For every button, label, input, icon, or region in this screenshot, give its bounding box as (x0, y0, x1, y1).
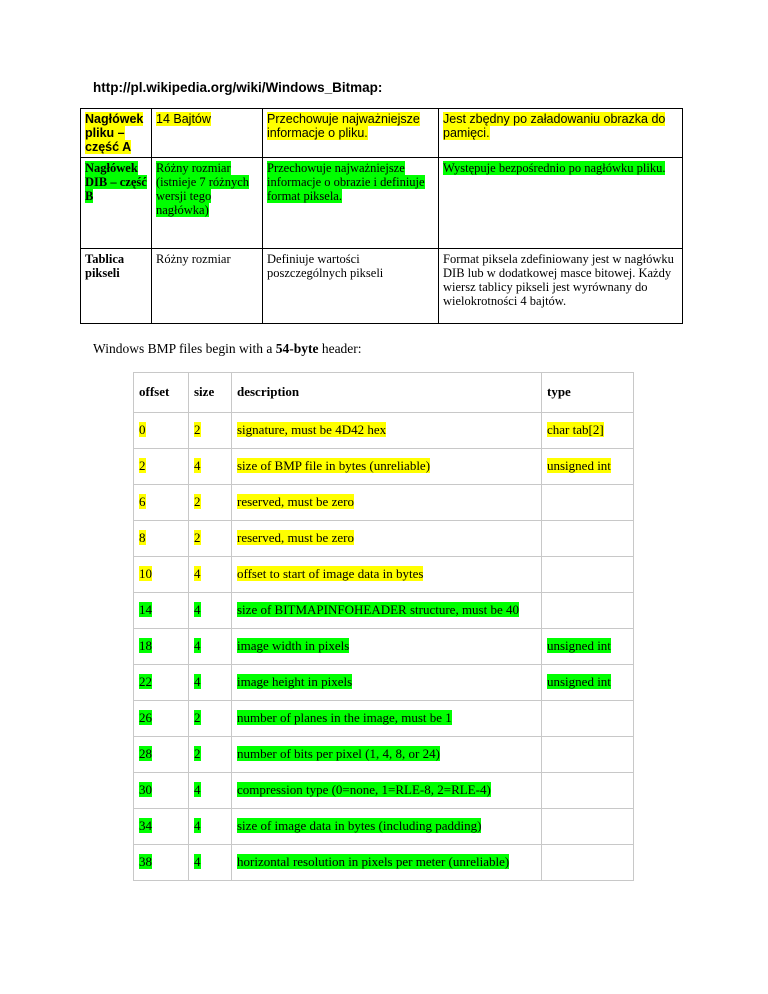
cell-description-text: offset to start of image data in bytes (237, 566, 424, 581)
cell-size (189, 773, 232, 809)
cell-description-text: number of bits per pixel (1, 4, 8, or 24) (237, 746, 440, 761)
section-purpose: Definiuje wartości poszczególnych pikseli (263, 249, 439, 324)
cell-type (542, 557, 634, 593)
cell-offset (134, 413, 189, 449)
section-purpose: Przechowuje najważniejsze informacje o pliku. (263, 109, 439, 158)
cell-type (542, 593, 634, 629)
column-header-type: type (542, 373, 634, 413)
table-row (134, 593, 634, 629)
cell-description-text: image width in pixels (237, 638, 350, 653)
cell-description-text: image height in pixels (237, 674, 353, 689)
section-size: Różny rozmiar (152, 249, 263, 324)
cell-description (232, 557, 542, 593)
cell-offset (134, 449, 189, 485)
cell-offset-text: 26 (139, 710, 152, 725)
cell-size-text: 2 (194, 710, 201, 725)
cell-description (232, 593, 542, 629)
cell-size-text: 4 (194, 818, 201, 833)
cell-offset (134, 485, 189, 521)
cell-description-text: size of BITMAPINFOHEADER structure, must be 40 (237, 602, 519, 617)
cell-type (542, 521, 634, 557)
section-name: Tablica pikseli (81, 249, 152, 324)
cell-offset (134, 557, 189, 593)
cell-type-text: unsigned int (547, 674, 611, 689)
section-purpose: Przechowuje najważniejsze informacje o obrazie i definiuje format piksela. (263, 158, 439, 249)
cell-size-text: 4 (194, 674, 201, 689)
cell-description-text: reserved, must be zero (237, 530, 354, 545)
cell-description (232, 449, 542, 485)
table-row (134, 809, 634, 845)
cell-size (189, 701, 232, 737)
section-name: Nagłówek DIB – część B (81, 158, 152, 249)
table-row (134, 449, 634, 485)
cell-size-text: 4 (194, 566, 201, 581)
cell-size-text: 2 (194, 422, 201, 437)
cell-offset-text: 34 (139, 818, 152, 833)
cell-description (232, 809, 542, 845)
cell-size (189, 485, 232, 521)
header-intro: Windows BMP files begin with a 54-byte header: (93, 341, 362, 356)
cell-description-text: size of BMP file in bytes (unreliable) (237, 458, 431, 473)
cell-size (189, 629, 232, 665)
cell-description (232, 485, 542, 521)
cell-description-text: horizontal resolution in pixels per meter (unreliable) (237, 854, 510, 869)
cell-offset (134, 701, 189, 737)
header-row (134, 373, 634, 413)
cell-offset (134, 521, 189, 557)
cell-type (542, 701, 634, 737)
cell-type-text: unsigned int (547, 638, 611, 653)
cell-type (542, 845, 634, 881)
cell-type (542, 449, 634, 485)
cell-description-text: reserved, must be zero (237, 494, 354, 509)
section-note: Format piksela zdefiniowany jest w nagłówku DIB lub w dodatkowej masce bitowej. Każdy wiersz tablicy pikseli jest wyrównany do wielokrotności 4 bajtów. (439, 249, 683, 324)
source-url: http://pl.wikipedia.org/wiki/Windows_Bitmap: (93, 80, 383, 95)
section-size: Różny rozmiar (istnieje 7 różnych wersji tego nagłówka) (152, 158, 263, 249)
cell-size (189, 521, 232, 557)
cell-offset-text: 2 (139, 458, 146, 473)
cell-description (232, 521, 542, 557)
cell-offset-text: 30 (139, 782, 152, 797)
cell-description-text: size of image data in bytes (including padding) (237, 818, 482, 833)
cell-offset-text: 10 (139, 566, 152, 581)
table-row (134, 845, 634, 881)
table-row (134, 557, 634, 593)
cell-description (232, 413, 542, 449)
cell-size (189, 809, 232, 845)
cell-size-text: 4 (194, 782, 201, 797)
table-row (134, 737, 634, 773)
cell-offset (134, 593, 189, 629)
cell-type-text: char tab[2] (547, 422, 604, 437)
cell-type (542, 773, 634, 809)
cell-size (189, 737, 232, 773)
cell-offset (134, 737, 189, 773)
cell-offset-text: 38 (139, 854, 152, 869)
column-header-offset: offset (134, 373, 189, 413)
cell-size-text: 2 (194, 530, 201, 545)
cell-size-text: 2 (194, 494, 201, 509)
cell-offset (134, 809, 189, 845)
section-note: Występuje bezpośrednio po nagłówku pliku. (439, 158, 683, 249)
bmp-structure-table (80, 108, 683, 324)
table-row (134, 773, 634, 809)
cell-type (542, 665, 634, 701)
cell-description (232, 845, 542, 881)
cell-type (542, 485, 634, 521)
cell-offset-text: 0 (139, 422, 146, 437)
cell-type (542, 737, 634, 773)
table-row (134, 485, 634, 521)
cell-description (232, 665, 542, 701)
cell-description-text: compression type (0=none, 1=RLE-8, 2=RLE-4) (237, 782, 491, 797)
cell-size (189, 449, 232, 485)
table-row (81, 249, 683, 324)
cell-offset-text: 22 (139, 674, 152, 689)
table-row (134, 665, 634, 701)
table-row (134, 629, 634, 665)
cell-description (232, 737, 542, 773)
cell-size-text: 4 (194, 458, 201, 473)
cell-size (189, 413, 232, 449)
section-size: 14 Bajtów (152, 109, 263, 158)
table-row (81, 109, 683, 158)
bmp-header-table (133, 372, 634, 881)
cell-size (189, 845, 232, 881)
cell-description (232, 701, 542, 737)
cell-description (232, 773, 542, 809)
cell-offset-text: 28 (139, 746, 152, 761)
cell-size (189, 557, 232, 593)
table-row (134, 701, 634, 737)
cell-offset (134, 773, 189, 809)
cell-size-text: 4 (194, 602, 201, 617)
cell-offset-text: 18 (139, 638, 152, 653)
cell-type (542, 629, 634, 665)
cell-offset (134, 665, 189, 701)
table-row (134, 413, 634, 449)
cell-size-text: 4 (194, 638, 201, 653)
cell-size-text: 4 (194, 854, 201, 869)
cell-size (189, 665, 232, 701)
cell-type (542, 809, 634, 845)
table-row (81, 158, 683, 249)
section-note: Jest zbędny po załadowaniu obrazka do pamięci. (439, 109, 683, 158)
column-header-size: size (189, 373, 232, 413)
table-row (134, 521, 634, 557)
cell-offset-text: 6 (139, 494, 146, 509)
cell-offset (134, 845, 189, 881)
cell-offset (134, 629, 189, 665)
cell-description-text: signature, must be 4D42 hex (237, 422, 387, 437)
cell-description-text: number of planes in the image, must be 1 (237, 710, 452, 725)
cell-type-text: unsigned int (547, 458, 611, 473)
cell-offset-text: 8 (139, 530, 146, 545)
cell-type (542, 413, 634, 449)
cell-offset-text: 14 (139, 602, 152, 617)
cell-size (189, 593, 232, 629)
cell-description (232, 629, 542, 665)
column-header-description: description (232, 373, 542, 413)
cell-size-text: 2 (194, 746, 201, 761)
section-name: Nagłówek pliku – część A (81, 109, 152, 158)
